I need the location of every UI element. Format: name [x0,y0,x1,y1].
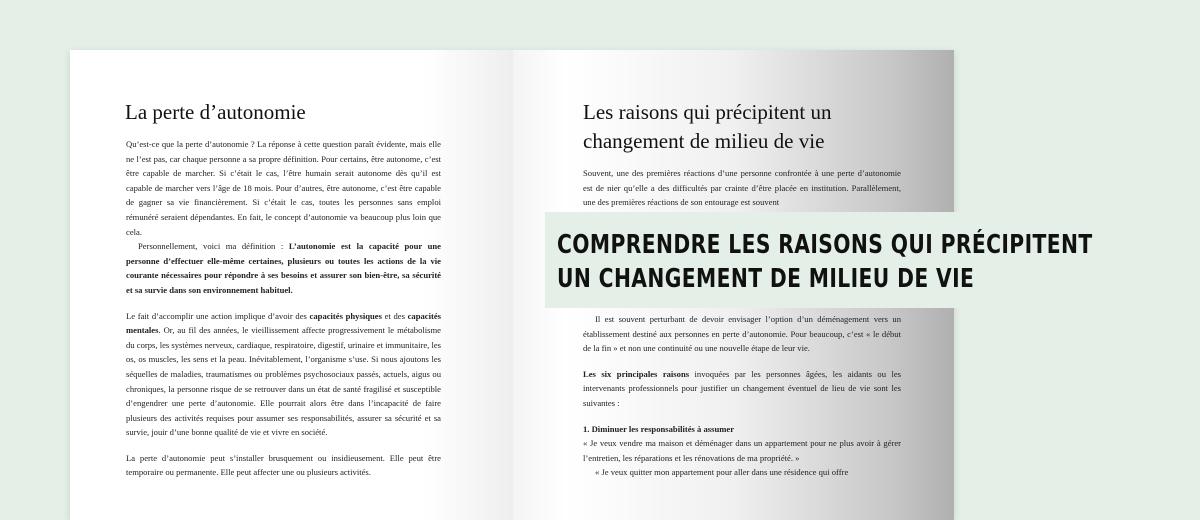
paragraph: Souvent, une des premières réactions d’une personne confrontée à une perte d’autonomie est de nier qu’elle a des difficultés par crainte d’être placée en institution. Parallèlement, une des premières réactions de son entourage est souvent [583,168,901,208]
banner-headline [557,228,1093,296]
paragraph: Il est souvent perturbant de devoir envisager l’option d’un déménagement vers un établissement destiné aux personnes en perte d’autonomie. Pour beaucoup, c’est « le début de la fin » et non une continuité ou une nouvelle étape de leur vie. [583,314,901,354]
paragraph: Qu’est-ce que la perte d’autonomie ? La réponse à cette question paraît évidente, mais elle ne l’est pas, car chaque personne a sa propre définition. Pour certains, être autonome, c’est être capable de marcher. Si c’était le cas, l’être humain serait autonome dès qu’il est capable de marcher vers l’âge de 18 mois. Pour d’autres, être autonome, c’est être capable de gagner sa vie financièrement. Si c’était le cas, toutes les personnes sans emploi rémunéré seraient dépendantes. En fait, le concept d’autonomie va beaucoup plus loin que cela. [126,139,441,237]
right-page-title: Les raisons qui précipitent un changement de milieu de vie [583,100,832,153]
text-run: Personnellement, voici ma définition : [138,241,289,252]
paragraph [126,239,441,297]
definition-text: L’autonomie est la capacité pour une personne d’effectuer elle-même certaines, plusieurs ou toutes les actions de la vie courante nécessaires pour répondre à ses besoins et assurer son bien-être, sa sécurité et sa survie dans son environnement habituel. [126,241,441,295]
banner-line-1: COMPRENDRE LES RAISONS QUI PRÉCIPITENT [557,230,1093,260]
headline-banner [545,212,1200,308]
left-page-title: La perte d’autonomie [125,100,306,124]
paragraph: La perte d’autonomie peut s’installer brusquement ou insidieusement. Elle peut être temporaire ou permanente. Elle peut affecter une ou plusieurs activités. [126,452,441,478]
left-page-body [126,137,441,480]
quote: « Je veux vendre ma maison et déménager dans un appartement pour ne plus avoir à gérer l’entretien, les réparations et les rénovations de ma propriété. » [583,438,901,463]
quote: « Je veux quitter mon appartement pour aller dans une résidence qui offre [595,467,849,478]
bold-text: capacités mentales [126,310,441,336]
right-page-body-top [583,166,901,210]
left-page [70,50,513,520]
text-run: . Or, au fil des années, le vieillissement affecte progressivement le métabolisme du corps, les systèmes nerveux, cardiaque, respiratoire, digestif, urinaire et immunitaire, les os, os muscles, les sens et la peau. Inévitablement, l’organisme s’use. Si nous ajoutons les séquelles de maladies, traumatismes ou problèmes psychosociaux passés, actuels, aigus ou chroniques, la personne risque de se retrouver dans un état de santé fragilisé et susceptible d’engendrer une perte d’autonomie. Elle pourrait alors être dans l’incapacité de faire plusieurs des activités requises pour assumer ses responsabilités, assurer sa sécurité et sa survie, jouir d’une bonne qualité de vie et vivre en société. [126,325,441,438]
bold-text: capacités physiques [309,310,382,321]
section-heading: 1. Diminuer les responsabilités à assumer [583,423,735,434]
banner-line-2: UN CHANGEMENT DE MILIEU DE VIE [557,264,975,294]
paragraph [126,309,441,440]
right-page-body [583,312,901,480]
bold-text: Les six principales raisons [583,368,690,379]
text-run: Le fait d’accomplir une action implique d’avoir des [126,310,310,321]
paragraph [583,367,901,411]
text-run: et des [381,310,408,321]
text-run: invoquées par les personnes âgées, les aidants ou les intervenants professionnels pour justifier un changement éventuel de lieu de vie sont les suivantes : [583,368,901,408]
